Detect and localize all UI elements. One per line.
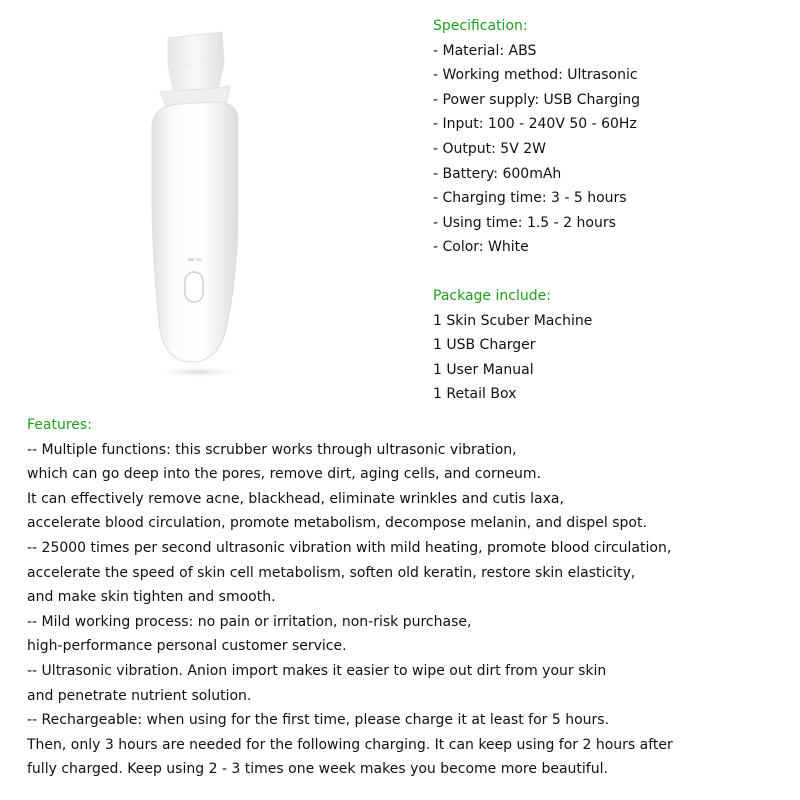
device-body <box>152 102 238 362</box>
package-line: 1 USB Charger <box>433 337 536 354</box>
feature-line: -- Ultrasonic vibration. Anion import makes it easier to wipe out dirt from your skin <box>27 662 607 679</box>
feature-line: -- Rechargeable: when using for the first time, please charge it at least for 5 hours. <box>27 712 610 729</box>
feature-line: and penetrate nutrient solution. <box>27 687 252 704</box>
spec-line: - Battery: 600mAh <box>433 165 562 182</box>
feature-line: fully charged. Keep using 2 - 3 times one week makes you become more beautiful. <box>27 761 608 778</box>
feature-line: It can effectively remove acne, blackhead, eliminate wrinkles and cutis laxa, <box>27 490 564 507</box>
feature-line: accelerate blood circulation, promote metabolism, decompose melanin, and dispel spot. <box>27 515 647 532</box>
feature-line: -- Multiple functions: this scrubber works through ultrasonic vibration, <box>27 441 517 458</box>
package-heading: Package include: <box>433 288 551 304</box>
specification-heading: Specification: <box>433 18 528 34</box>
spec-line: - Using time: 1.5 - 2 hours <box>433 214 616 231</box>
specification-section <box>433 14 793 260</box>
package-line: 1 Skin Scuber Machine <box>433 312 593 329</box>
package-line: 1 Retail Box <box>433 386 517 403</box>
power-button <box>185 272 203 302</box>
indicator-light <box>188 258 194 261</box>
product-image <box>110 20 290 400</box>
device-shadow <box>150 366 246 378</box>
feature-line: -- 25000 times per second ultrasonic vibration with mild heating, promote blood circulation, <box>27 539 672 556</box>
feature-line: and make skin tighten and smooth. <box>27 589 276 606</box>
spec-line: - Output: 5V 2W <box>433 140 546 157</box>
feature-line: high-performance personal customer service. <box>27 638 347 655</box>
feature-line: Then, only 3 hours are needed for the following charging. It can keep using for 2 hours after <box>27 736 673 753</box>
spec-line: - Color: White <box>433 239 529 256</box>
spec-line: - Charging time: 3 - 5 hours <box>433 190 627 207</box>
spec-line: - Input: 100 - 240V 50 - 60Hz <box>433 116 637 133</box>
spec-line: - Working method: Ultrasonic <box>433 67 638 84</box>
feature-line: -- Mild working process: no pain or irritation, non-risk purchase, <box>27 613 472 630</box>
spec-line: - Material: ABS <box>433 42 537 59</box>
device-blade <box>168 32 224 94</box>
spec-line: - Power supply: USB Charging <box>433 91 641 108</box>
features-heading: Features: <box>27 417 92 433</box>
feature-line: accelerate the speed of skin cell metabolism, soften old keratin, restore skin elasticity, <box>27 564 636 581</box>
skin-scrubber-device-illustration <box>110 20 290 400</box>
features-section <box>27 413 797 782</box>
package-section <box>433 284 793 407</box>
feature-line: which can go deep into the pores, remove dirt, aging cells, and corneum. <box>27 466 541 483</box>
package-line: 1 User Manual <box>433 361 534 378</box>
